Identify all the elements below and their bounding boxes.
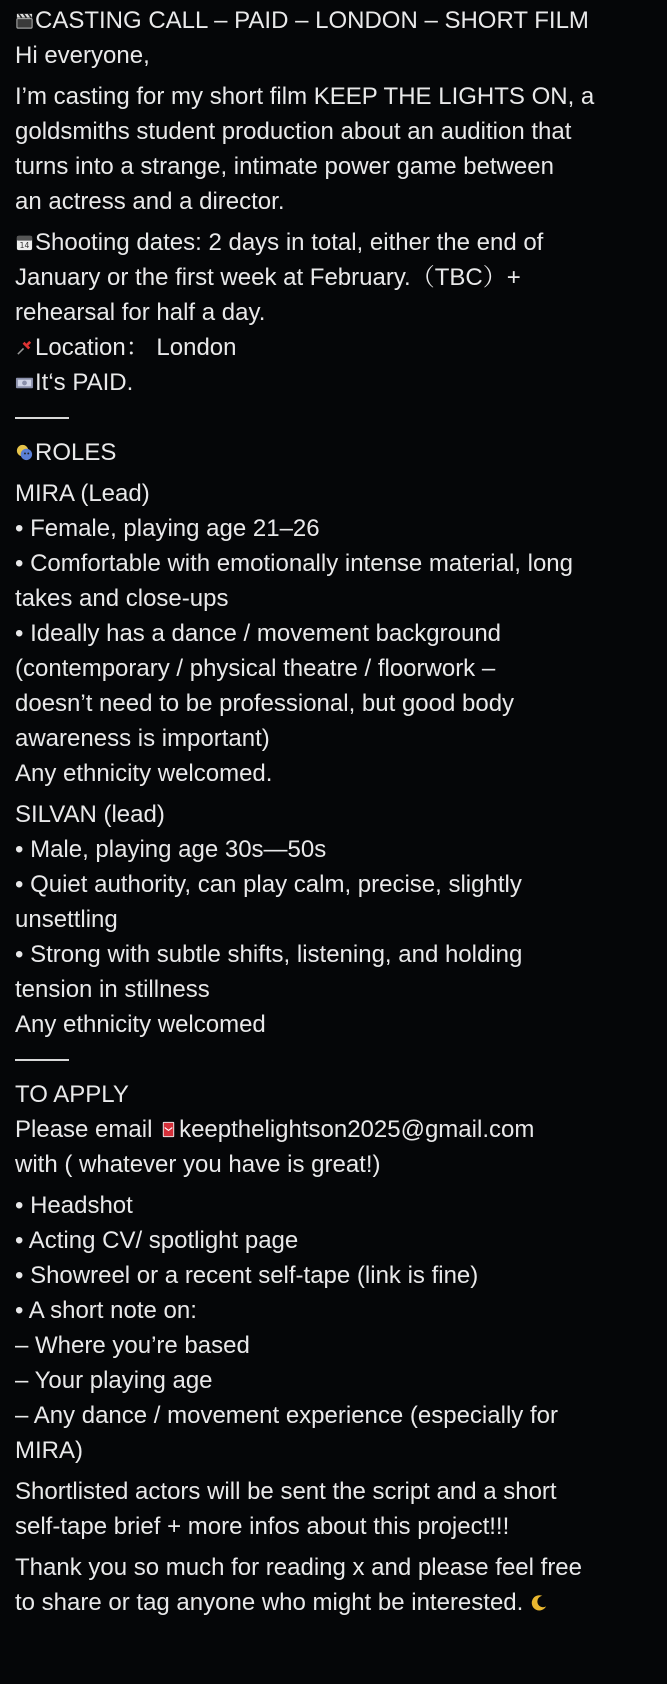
location-line: Location： London bbox=[15, 330, 655, 365]
shortlist-paragraph: Shortlisted actors will be sent the script and a short self-tape brief + more infos about this project!!! bbox=[15, 1478, 557, 1540]
crescent-moon-icon bbox=[530, 1593, 549, 1612]
money-icon bbox=[15, 373, 34, 392]
role-mira: MIRA (Lead) • Female, playing age 21–26 • Comfortable with emotionally intense material, long takes and close-ups • Ideally has a dance / movement background (contemporary / physical theatre / floorwork – doesn’t need to be professional, but good body awareness is important) Any ethnicity welcomed. bbox=[15, 476, 655, 791]
role-name: MIRA (Lead) bbox=[15, 480, 150, 507]
apply-section: TO APPLY Please email keepthelightson2025@gmail.com with ( whatever you have is great!) • Headshot • Acting CV/ spotlight page • Showreel or a recent self-tape (link is fine) • A short note on: – Where you’re based – Your playing age – Any dance / movement experience (especially for MIRA) bbox=[15, 1077, 655, 1468]
paid-line: It‘s PAID. bbox=[15, 365, 655, 400]
performing-arts-icon bbox=[15, 443, 34, 462]
divider bbox=[15, 417, 69, 419]
divider bbox=[15, 1059, 69, 1061]
thanks-paragraph: Thank you so much for reading x and please feel free to share or tag anyone who might be interested. bbox=[15, 1554, 582, 1616]
greeting: Hi everyone, bbox=[15, 42, 150, 69]
clapper-board-icon bbox=[15, 11, 34, 30]
pushpin-icon bbox=[15, 338, 34, 357]
apply-heading: TO APPLY bbox=[15, 1081, 129, 1108]
svg-text:14: 14 bbox=[19, 241, 30, 251]
calendar-icon bbox=[15, 233, 34, 252]
role-silvan: SILVAN (lead) • Male, playing age 30s—50s • Quiet authority, can play calm, precise, slightly unsettling • Strong with subtle shifts, listening, and holding tension in stillness Any ethnicity welcomed bbox=[15, 797, 655, 1042]
post-title: CASTING CALL – PAID – LONDON – SHORT FILM bbox=[15, 3, 655, 38]
shooting-dates: 14 Shooting dates: 2 days in total, either the end of January or the first week at February.（TBC）+ rehearsal for half a day. bbox=[15, 229, 544, 326]
roles-heading: ROLES bbox=[15, 435, 655, 470]
email-link[interactable]: keepthelightson2025@gmail.com bbox=[179, 1116, 535, 1143]
intro-paragraph: I’m casting for my short film KEEP THE LIGHTS ON, a goldsmiths student production about an audition that turns into a strange, intimate power game between an actress and a director. bbox=[15, 83, 595, 215]
envelope-icon bbox=[159, 1120, 178, 1139]
role-name: SILVAN (lead) bbox=[15, 801, 165, 828]
